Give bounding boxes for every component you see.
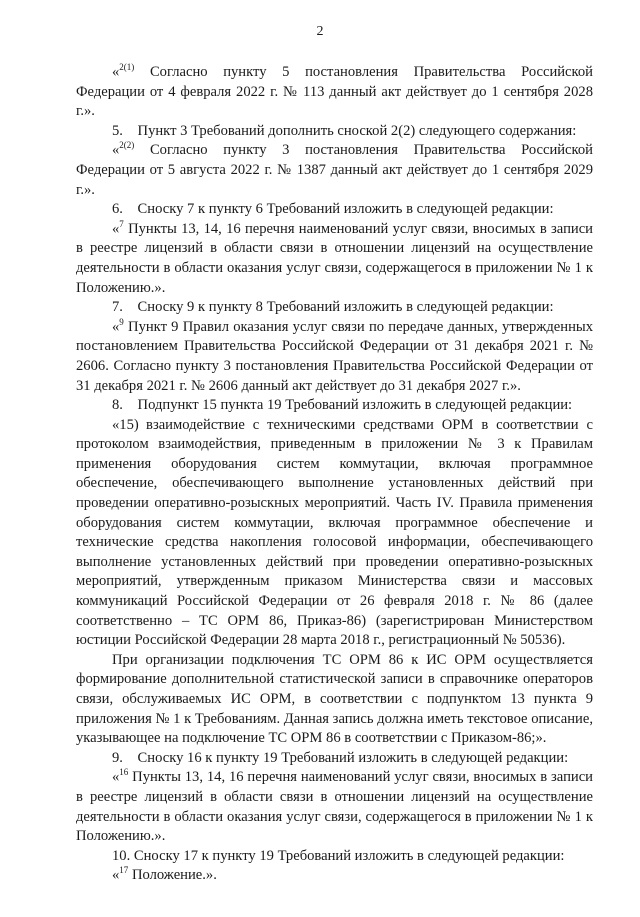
footnote-16-text [76,768,593,846]
paragraph-text: 6. Сноску 7 к пункту 6 Требований изложить в следующей редакции: [112,201,554,218]
item-7 [76,298,593,318]
document-body [76,63,593,886]
paragraph-text: 9. Сноску 16 к пункту 19 Требований изложить в следующей редакции: [112,749,569,766]
paragraph-text: «15) взаимодействие с техническими средствами ОРМ в соответствии с протоколом взаимодействия, приведенным в приложении № 3 к Правилам применения оборудования систем коммутации, включая программное обеспечение, обеспечивающего выполнение установленных действий при проведении оперативно-розыскных мероприятий. Часть IV. Правила применения оборудования систем коммутации, включая программное обеспечение и технические средства накопления голосовой информации, обеспечивающего выполнение установленных действий при проведении оперативно-розыскных мероприятий, утвержденным приказом Министерства связи и массовых коммуникаций Российской Федерации от 26 февраля 2018 г. № 86 (далее соответственно – ТС ОРМ 86, Приказ-86) (зарегистрирован Министерством юстиции Российской Федерации 28 марта 2018 г., регистрационный № 50536). [76,416,593,649]
footnote-17-text [76,866,593,886]
open-quote: « [112,220,120,237]
footnote-9-text [76,318,593,396]
footnote-2-1-text [76,63,593,122]
open-quote: « [112,142,120,159]
paragraph-text: При организации подключения ТС ОРМ 86 к ИС ОРМ осуществляется формирование дополнительной статистической записи в справочнике операторов связи, обслуживаемых ИС ОРМ, в соответствии с подпунктом 13 пункта 9 приложения № 1 к Требованиям. Данная запись должна иметь текстовое описание, указывающее на подключение ТС ОРМ 86 в соответствии с Приказом-86;». [76,651,593,747]
paragraph-text: 8. Подпункт 15 пункта 19 Требований изложить в следующей редакции: [112,397,573,414]
paragraph-text: 10. Сноску 17 к пункту 19 Требований изложить в следующей редакции: [112,847,565,864]
paragraph-text: 7. Сноску 9 к пункту 8 Требований изложить в следующей редакции: [112,299,554,316]
item-5 [76,122,593,142]
footnote-marker: 7 [119,218,124,229]
paragraph-text: Пункты 13, 14, 16 перечня наименований услуг связи, вносимых в записи в реестре лицензий в области связи в отношении лицензий на осуществление деятельности в области оказания услуг связи, содержащегося в приложении № 1 к Положению.». [76,220,593,296]
orm-connection-paragraph [76,651,593,749]
footnote-marker: 16 [119,767,129,778]
footnote-2-2-text [76,141,593,200]
paragraph-text: Пункт 9 Правил оказания услуг связи по передаче данных, утвержденных постановлением Правительства Российской Федерации от 31 декабря 2021 г. № 2606. Согласно пункту 3 постановления Правительства Российской Федерации от 31 декабря 2021 г. № 2606 данный акт действует до 31 декабря 2027 г.». [76,318,593,394]
paragraph-text: Пункты 13, 14, 16 перечня наименований услуг связи, вносимых в записи в реестре лицензий в области связи в отношении лицензий на осуществление деятельности в области оказания услуг связи, содержащегося в приложении № 1 к Положению.». [76,769,593,845]
item-6 [76,200,593,220]
footnote-marker: 9 [119,316,124,327]
open-quote: « [112,318,120,335]
open-quote: « [112,64,120,80]
page-number: 2 [316,24,324,39]
item-10 [76,847,593,867]
footnote-7-text [76,220,593,298]
paragraph-text: Согласно пункту 3 постановления Правительства Российской Федерации от 5 августа 2022 г. № 1387 данный акт действует до 1 сентября 2029 г.». [76,142,593,198]
item-8 [76,396,593,416]
footnote-marker: 2(1) [119,62,135,72]
footnote-marker: 2(2) [119,140,135,151]
paragraph-text: 5. Пункт 3 Требований дополнить сноской 2(2) следующего содержания: [112,122,577,139]
item-9 [76,749,593,769]
subitem-15-text [76,416,593,651]
open-quote: « [112,867,120,884]
open-quote: « [112,769,120,786]
footnote-marker: 17 [119,865,129,876]
paragraph-text: Согласно пункту 5 постановления Правительства Российской Федерации от 4 февраля 2022 г. № 113 данный акт действует до 1 сентября 2028 г.». [76,64,593,120]
paragraph-text: Положение.». [128,867,217,884]
